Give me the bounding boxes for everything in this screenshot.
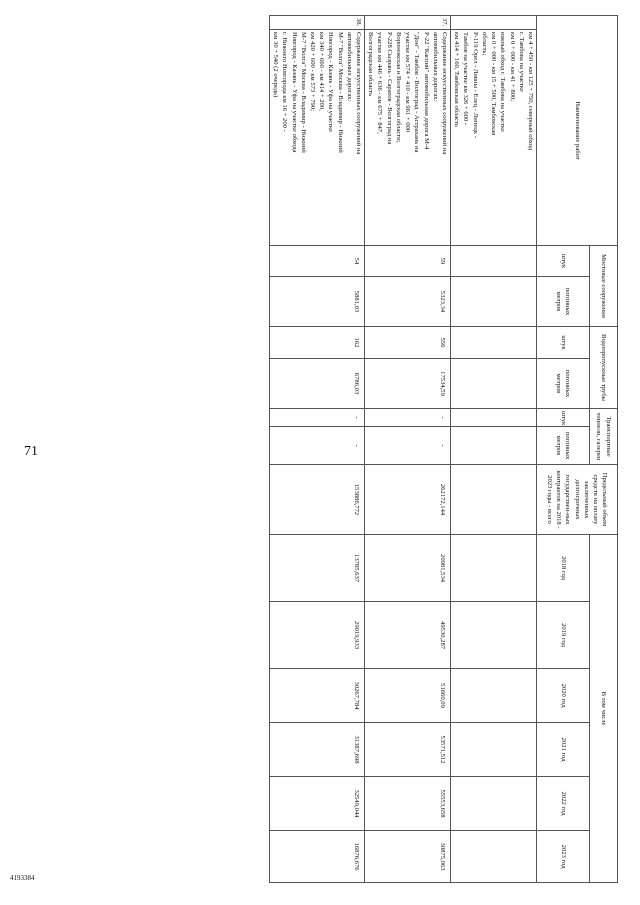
work-name-line: Р-22 "Каспий" автомобильная дорога М-4	[422, 32, 430, 150]
row-value-cell: 59	[365, 246, 451, 277]
header-year-2020: 2020 год	[537, 669, 590, 723]
row-value-cell: 29019,933	[269, 602, 364, 669]
page-number: 71	[24, 444, 38, 459]
header-tunnels-pcs: штук	[537, 409, 590, 427]
work-name-line: участке км 574 + 410 - км 961 + 000	[404, 32, 412, 133]
header-year-2022: 2022 год	[537, 777, 590, 831]
work-name-line: Содержание искусственных сооружений на	[441, 32, 449, 155]
row-value-cell: -	[269, 427, 364, 465]
header-culverts-m: погонных метров	[537, 359, 590, 409]
work-name-line: Воронежская и Волгоградская области;	[394, 32, 402, 143]
work-name-line: км 0 + 000 - км 41 + 800;	[508, 32, 516, 102]
row-value-cell: 30875,063	[365, 831, 451, 883]
row-value-cell	[451, 723, 537, 777]
header-year-2018: 2018 год	[537, 535, 590, 602]
header-bridges: Мостовые сооружения	[590, 246, 618, 327]
table-header	[537, 16, 618, 883]
work-name-line: км 340 + 660 - км 414 + 200,	[318, 32, 326, 111]
row-value-cell: 31387,698	[269, 723, 364, 777]
work-name-line: км 4 + 450 - км 125 + 750, северный обход	[527, 32, 534, 151]
row-value-cell: 55553,658	[365, 777, 451, 831]
work-name-line: Новгород - Казань - Уфа на участке	[327, 32, 335, 132]
row-value-cell: 20981,534	[365, 535, 451, 602]
row-value-cell	[451, 669, 537, 723]
header-bridges-pcs: штук	[537, 246, 590, 277]
row-value-cell	[451, 777, 537, 831]
row-value-cell: 5881,03	[269, 277, 364, 327]
header-max-volume: Предельный объем средств на оплату заключенных долгосрочных государствен-ных контрактов на 2018 - 2023 годы - всего	[537, 465, 618, 535]
work-name-line: г. Нижнего Новгорода км 16 + 200 -	[281, 32, 289, 132]
row-value-cell: -	[365, 427, 451, 465]
header-year-2023: 2023 год	[537, 831, 590, 883]
row-work-name	[451, 30, 537, 246]
row-value-cell: 49530,287	[365, 602, 451, 669]
work-name-line: М-7 "Волга" Москва - Владимир - Нижний	[299, 32, 307, 153]
row-value-cell: 262172,144	[365, 465, 451, 535]
row-value-cell: 13785,637	[269, 535, 364, 602]
work-name-line: Содержание искусственных сооружений на	[355, 32, 363, 155]
row-value-cell: 153886,772	[269, 465, 364, 535]
work-name-line: южный обход г. Тамбова на участке	[499, 32, 507, 132]
row-value-cell	[451, 427, 537, 465]
work-name-line: участке км 446 + 636 - км 675 + 847,	[376, 32, 384, 134]
work-name-line: км 0 + 000 - км 15 + 500, Тамбовская	[490, 32, 498, 136]
row-value-cell: 6786,03	[269, 359, 364, 409]
row-value-cell: -	[269, 409, 364, 427]
work-name-line: автомобильных дорогах:	[345, 32, 353, 102]
row-value-cell: 16876,676	[269, 831, 364, 883]
row-value-cell	[451, 359, 537, 409]
works-table	[269, 15, 618, 883]
work-name-line: Р-119 Орел - Ливны - Елец - Липецк -	[471, 32, 479, 138]
work-name-line: км 420 + 600 - км 573 + 790;	[308, 32, 316, 111]
header-including: В том числе	[590, 535, 618, 883]
work-name-line: г. Тамбова на участке	[517, 32, 525, 92]
row-value-cell	[451, 602, 537, 669]
work-name-line: Р-228 Сызрань - Саратов - Волгоград на	[385, 32, 393, 145]
row-value-cell: 53571,512	[365, 723, 451, 777]
header-year-2021: 2021 год	[537, 723, 590, 777]
table-body	[269, 16, 536, 883]
row-number	[451, 16, 537, 30]
row-number: 38.	[269, 16, 364, 30]
row-value-cell: 54	[269, 246, 364, 277]
row-value-cell	[451, 327, 537, 359]
work-name-line: Новгород - Казань - Уфа на участке обхода	[290, 32, 298, 153]
header-bridges-m: погонных метров	[537, 277, 590, 327]
table-row	[365, 16, 451, 883]
header-year-2019: 2019 год	[537, 602, 590, 669]
work-name-line: "Дон" - Тамбов - Волгоград - Астрахань на	[413, 32, 421, 153]
header-culverts-pcs: штук	[537, 327, 590, 359]
header-tunnels: Транспортные тоннели, галереи	[590, 409, 618, 465]
work-name-line: км 30 + 540 (2 очередь)	[272, 32, 280, 98]
row-work-name	[365, 30, 451, 246]
header-culverts: Водопропускные трубы	[590, 327, 618, 409]
row-value-cell: 5323,34	[365, 277, 451, 327]
row-value-cell: -	[365, 409, 451, 427]
row-value-cell: 30267,784	[269, 669, 364, 723]
work-name-line: автомобильных дорогах:	[431, 32, 439, 102]
rotated-table-page	[161, 15, 618, 882]
row-value-cell: 556	[365, 327, 451, 359]
table-row	[269, 16, 364, 883]
row-value-cell	[451, 246, 537, 277]
row-value-cell	[451, 535, 537, 602]
work-name-line: Волгоградская область	[367, 32, 375, 97]
work-name-line: км 414 + 160, Тамбовская область	[453, 32, 461, 127]
work-name-line: Тамбов на участке км 326 + 600 -	[462, 32, 470, 126]
header-tunnels-m: погонных метров	[537, 427, 590, 465]
work-name-line: М-7 "Волга" Москва - Владимир - Нижний	[336, 32, 344, 153]
document-id: 4193384	[10, 874, 35, 882]
row-value-cell: 51660,09	[365, 669, 451, 723]
work-name-line: область;	[480, 32, 488, 56]
row-value-cell: 17534,59	[365, 359, 451, 409]
row-value-cell	[451, 465, 537, 535]
table-row	[451, 16, 537, 883]
row-value-cell	[451, 409, 537, 427]
row-number: 37.	[365, 16, 451, 30]
row-value-cell: 32549,044	[269, 777, 364, 831]
row-value-cell	[451, 831, 537, 883]
row-work-name	[269, 30, 364, 246]
row-value-cell	[451, 277, 537, 327]
row-value-cell: 162	[269, 327, 364, 359]
header-name: Наименование работ	[537, 16, 618, 246]
